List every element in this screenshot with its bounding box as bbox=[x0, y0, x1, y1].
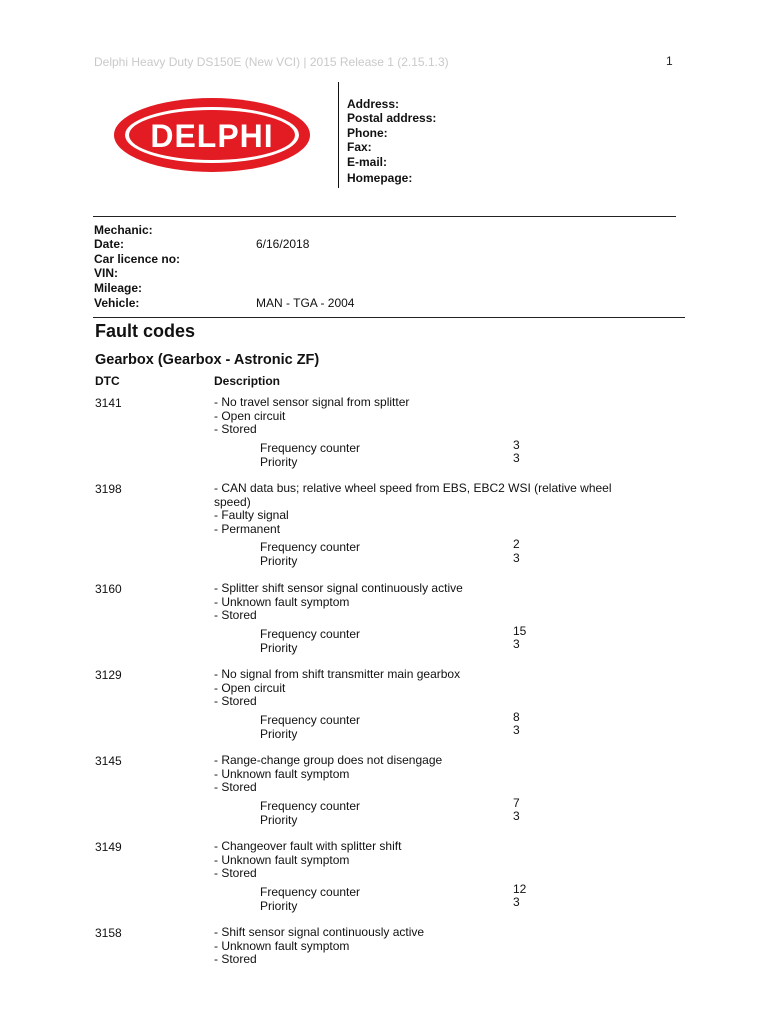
dtc-description bbox=[214, 482, 654, 536]
dtc-description bbox=[214, 668, 654, 709]
dtc-code: 3158 bbox=[95, 926, 122, 940]
mileage-label: Mileage: bbox=[94, 281, 143, 295]
priority-label: Priority bbox=[260, 554, 298, 569]
description-line: - CAN data bus; relative wheel speed from EBS, EBC2 WSI (relative wheel bbox=[214, 481, 612, 495]
date-value: 6/16/2018 bbox=[256, 237, 310, 251]
mechanic-label: Mechanic: bbox=[94, 223, 153, 237]
address-label: Address: bbox=[347, 97, 400, 111]
description-line: - Unknown fault symptom bbox=[214, 594, 350, 609]
frequency-counter-label: Frequency counter bbox=[260, 626, 361, 641]
description-line: - Splitter shift sensor signal continuously active bbox=[214, 581, 463, 595]
header-divider bbox=[338, 82, 339, 188]
description-line: - Range-change group does not disengage bbox=[214, 753, 443, 767]
vehicle-label: Vehicle: bbox=[94, 296, 140, 310]
frequency-counter-value: 3 bbox=[513, 437, 520, 452]
description-line: - Stored bbox=[214, 694, 257, 709]
description-line: - Stored bbox=[214, 952, 257, 967]
page-number: 1 bbox=[666, 54, 673, 68]
priority-value: 3 bbox=[513, 809, 520, 824]
postal-address-label: Postal address: bbox=[347, 111, 437, 125]
description-line: - Unknown fault symptom bbox=[214, 766, 350, 781]
priority-value: 3 bbox=[513, 550, 520, 565]
description-line: - Permanent bbox=[214, 521, 281, 536]
homepage-label: Homepage: bbox=[347, 171, 413, 185]
description-line: - Unknown fault symptom bbox=[214, 852, 350, 867]
description-line: - Open circuit bbox=[214, 408, 286, 423]
vehicle-value: MAN - TGA - 2004 bbox=[256, 296, 355, 310]
frequency-counter-value: 15 bbox=[513, 623, 527, 638]
frequency-counter-label: Frequency counter bbox=[260, 798, 361, 813]
frequency-counter-value: 2 bbox=[513, 537, 520, 552]
description-line: - Shift sensor signal continuously active bbox=[214, 925, 425, 939]
priority-label: Priority bbox=[260, 726, 298, 741]
info-top-rule bbox=[93, 216, 676, 217]
priority-value: 3 bbox=[513, 637, 520, 652]
section-title: Fault codes bbox=[95, 321, 196, 341]
frequency-counter-value: 8 bbox=[513, 709, 520, 724]
description-line: - Stored bbox=[214, 866, 257, 881]
dtc-description bbox=[214, 840, 654, 881]
priority-label: Priority bbox=[260, 898, 298, 913]
description-line: - Open circuit bbox=[214, 680, 286, 695]
frequency-counter-label: Frequency counter bbox=[260, 440, 361, 455]
dtc-code: 3149 bbox=[95, 840, 122, 854]
frequency-counter-value: 7 bbox=[513, 795, 520, 810]
email-label: E-mail: bbox=[347, 155, 388, 169]
priority-label: Priority bbox=[260, 454, 298, 469]
frequency-counter-label: Frequency counter bbox=[260, 712, 361, 727]
logo-text: DELPHI bbox=[150, 118, 274, 154]
frequency-counter-label: Frequency counter bbox=[260, 884, 361, 899]
description-line: - Stored bbox=[214, 780, 257, 795]
dtc-description bbox=[214, 396, 654, 437]
description-line: - Stored bbox=[214, 422, 257, 437]
description-line: - Faulty signal bbox=[214, 508, 289, 523]
phone-label: Phone: bbox=[347, 126, 388, 140]
frequency-counter-label: Frequency counter bbox=[260, 540, 361, 555]
description-line: - No travel sensor signal from splitter bbox=[214, 395, 410, 409]
priority-value: 3 bbox=[513, 451, 520, 466]
priority-label: Priority bbox=[260, 640, 298, 655]
description-line: - Changeover fault with splitter shift bbox=[214, 839, 402, 853]
page-header: Delphi Heavy Duty DS150E (New VCI) | 2015 Release 1 (2.15.1.3) bbox=[94, 55, 449, 69]
vin-label: VIN: bbox=[94, 266, 118, 280]
description-line: - Stored bbox=[214, 608, 257, 623]
description-line: - No signal from shift transmitter main gearbox bbox=[214, 667, 461, 681]
dtc-code: 3145 bbox=[95, 754, 122, 768]
info-bottom-rule bbox=[93, 317, 685, 318]
dtc-code: 3160 bbox=[95, 582, 122, 596]
dtc-column-header: DTC bbox=[95, 374, 120, 388]
licence-label: Car licence no: bbox=[94, 252, 181, 266]
delphi-logo bbox=[112, 96, 312, 174]
description-column-header: Description bbox=[214, 374, 281, 388]
priority-value: 3 bbox=[513, 895, 520, 910]
date-label: Date: bbox=[94, 237, 125, 251]
priority-value: 3 bbox=[513, 723, 520, 738]
dtc-description bbox=[214, 754, 654, 795]
dtc-code: 3198 bbox=[95, 482, 122, 496]
priority-label: Priority bbox=[260, 812, 298, 827]
description-line: - Unknown fault symptom bbox=[214, 938, 350, 953]
frequency-counter-value: 12 bbox=[513, 881, 527, 896]
dtc-code: 3129 bbox=[95, 668, 122, 682]
dtc-description bbox=[214, 926, 654, 967]
subsection-title: Gearbox (Gearbox - Astronic ZF) bbox=[95, 352, 320, 368]
dtc-description bbox=[214, 582, 654, 623]
fax-label: Fax: bbox=[347, 140, 372, 154]
description-line: speed) bbox=[214, 494, 251, 509]
dtc-code: 3141 bbox=[95, 396, 122, 410]
